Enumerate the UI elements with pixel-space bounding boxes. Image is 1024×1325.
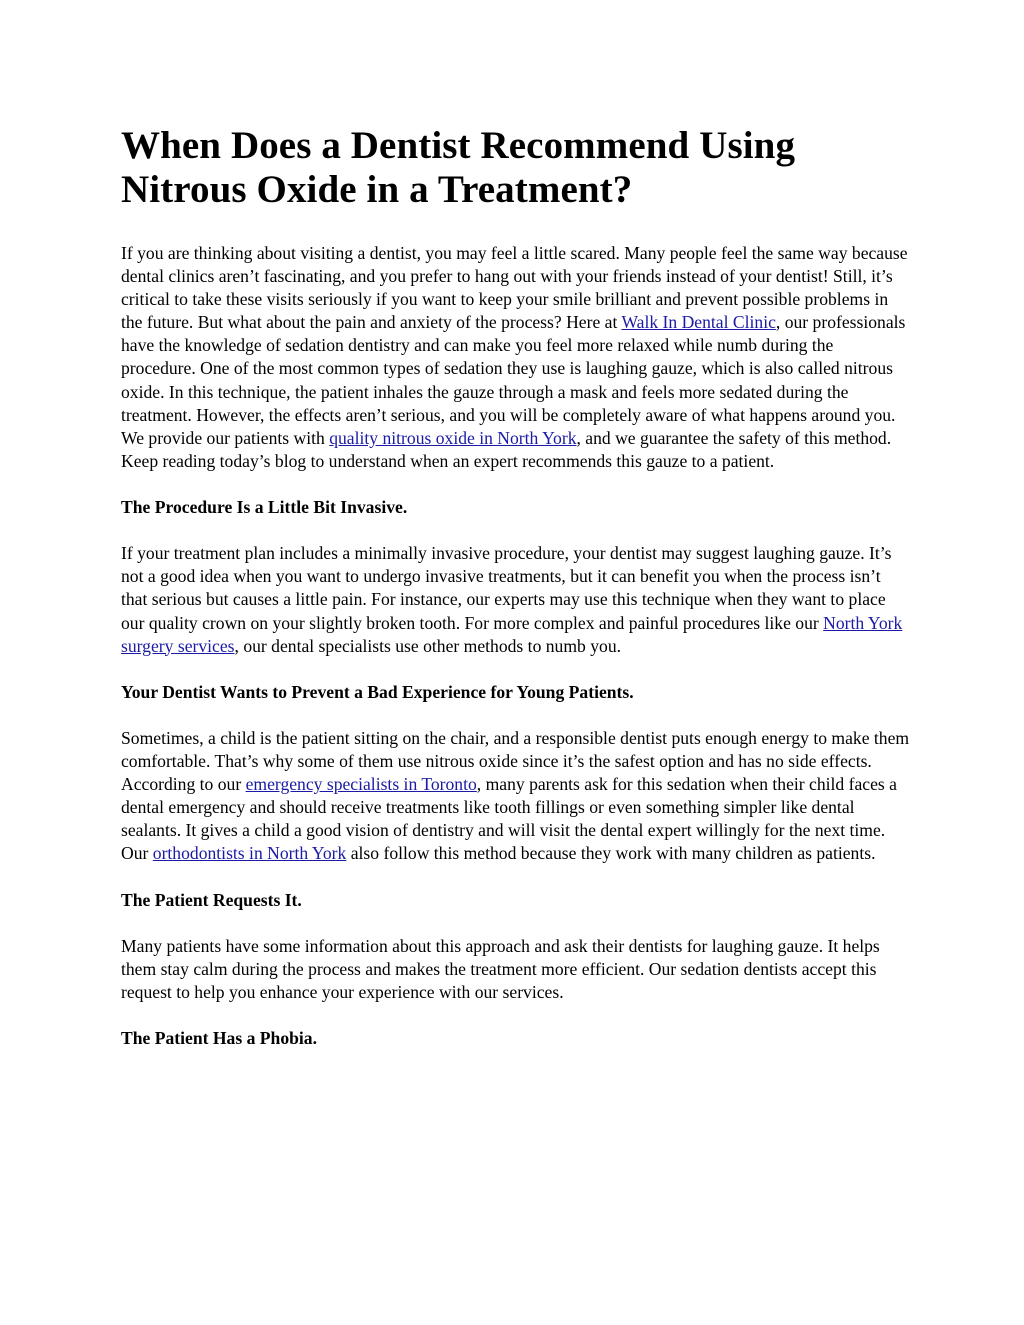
intro-text-3: , and we guarantee the safety of this method. Keep reading today’s blog to understand when an expert recommends this gauze to a patient. — [121, 427, 892, 471]
section-paragraph-patient-requests — [121, 935, 911, 1004]
section-heading-phobia: The Patient Has a Phobia. — [121, 1028, 317, 1049]
north-york-surgery-link[interactable]: North York surgery services — [121, 612, 903, 656]
section-heading-young-patients: Your Dentist Wants to Prevent a Bad Experience for Young Patients. — [121, 681, 634, 702]
walk-in-dental-clinic-link[interactable]: Walk In Dental Clinic — [621, 312, 776, 333]
document-page — [121, 124, 911, 1050]
section1-text-1: If your treatment plan includes a minimally invasive procedure, your dentist may suggest laughing gauze. It’s not a good idea when you want to undergo invasive treatments, but it can benefit you when the process isn’t that serious but causes a little pain. For instance, our experts may use this technique when they want to place our quality crown on your slightly broken tooth. For more complex and painful procedures like our — [121, 543, 892, 633]
emergency-specialists-toronto-link[interactable]: emergency specialists in Toronto — [245, 774, 477, 795]
intro-text-1: If you are thinking about visiting a dentist, you may feel a little scared. Many people feel the same way because dental clinics aren’t fascinating, and you prefer to hang out with your friends instead of your dentist! Still, it’s critical to take these visits seriously if you want to keep your smile brilliant and prevent possible problems in the future. But what about the pain and anxiety of the process? Here at — [121, 243, 908, 333]
intro-paragraph — [121, 242, 911, 473]
nitrous-oxide-north-york-link[interactable]: quality nitrous oxide in North York — [329, 427, 577, 448]
section2-text-2: , many parents ask for this sedation when their child faces a dental emergency and should receive treatments like tooth fillings or even something simpler like dental sealants. It gives a child a good vision of dentistry and will visit the dental expert willingly for the next time. Our — [121, 774, 897, 864]
intro-text-2: , our professionals have the knowledge of sedation dentistry and can make you feel more relaxed while numb during the procedure. One of the most common types of sedation they use is laughing gauze, which is also called nitrous oxide. In this technique, the patient inhales the gauze through a mask and feels more sedated during the treatment. However, the effects aren’t serious, and you will be completely aware of what happens around you. We provide our patients with — [121, 312, 906, 448]
section2-text-3: also follow this method because they work with many children as patients. — [346, 843, 876, 864]
section-heading-procedure: The Procedure Is a Little Bit Invasive. — [121, 497, 408, 518]
section-paragraph-procedure — [121, 542, 911, 657]
section3-text-1: Many patients have some information about this approach and ask their dentists for laughing gauze. It helps them stay calm during the process and makes the treatment more efficient. Our sedation dentists accept this request to help you enhance your experience with our services. — [121, 935, 880, 1002]
section-paragraph-young-patients — [121, 727, 911, 866]
page-title: When Does a Dentist Recommend Using Nitrous Oxide in a Treatment? — [121, 124, 796, 211]
orthodontists-north-york-link[interactable]: orthodontists in North York — [152, 843, 347, 864]
section-heading-patient-requests: The Patient Requests It. — [121, 889, 302, 910]
section1-text-2: , our dental specialists use other methods to numb you. — [234, 635, 622, 656]
section2-text-1: Sometimes, a child is the patient sitting on the chair, and a responsible dentist puts enough energy to make them comfortable. That’s why some of them use nitrous oxide since it’s the safest option and has no side effects. According to our — [121, 727, 910, 795]
